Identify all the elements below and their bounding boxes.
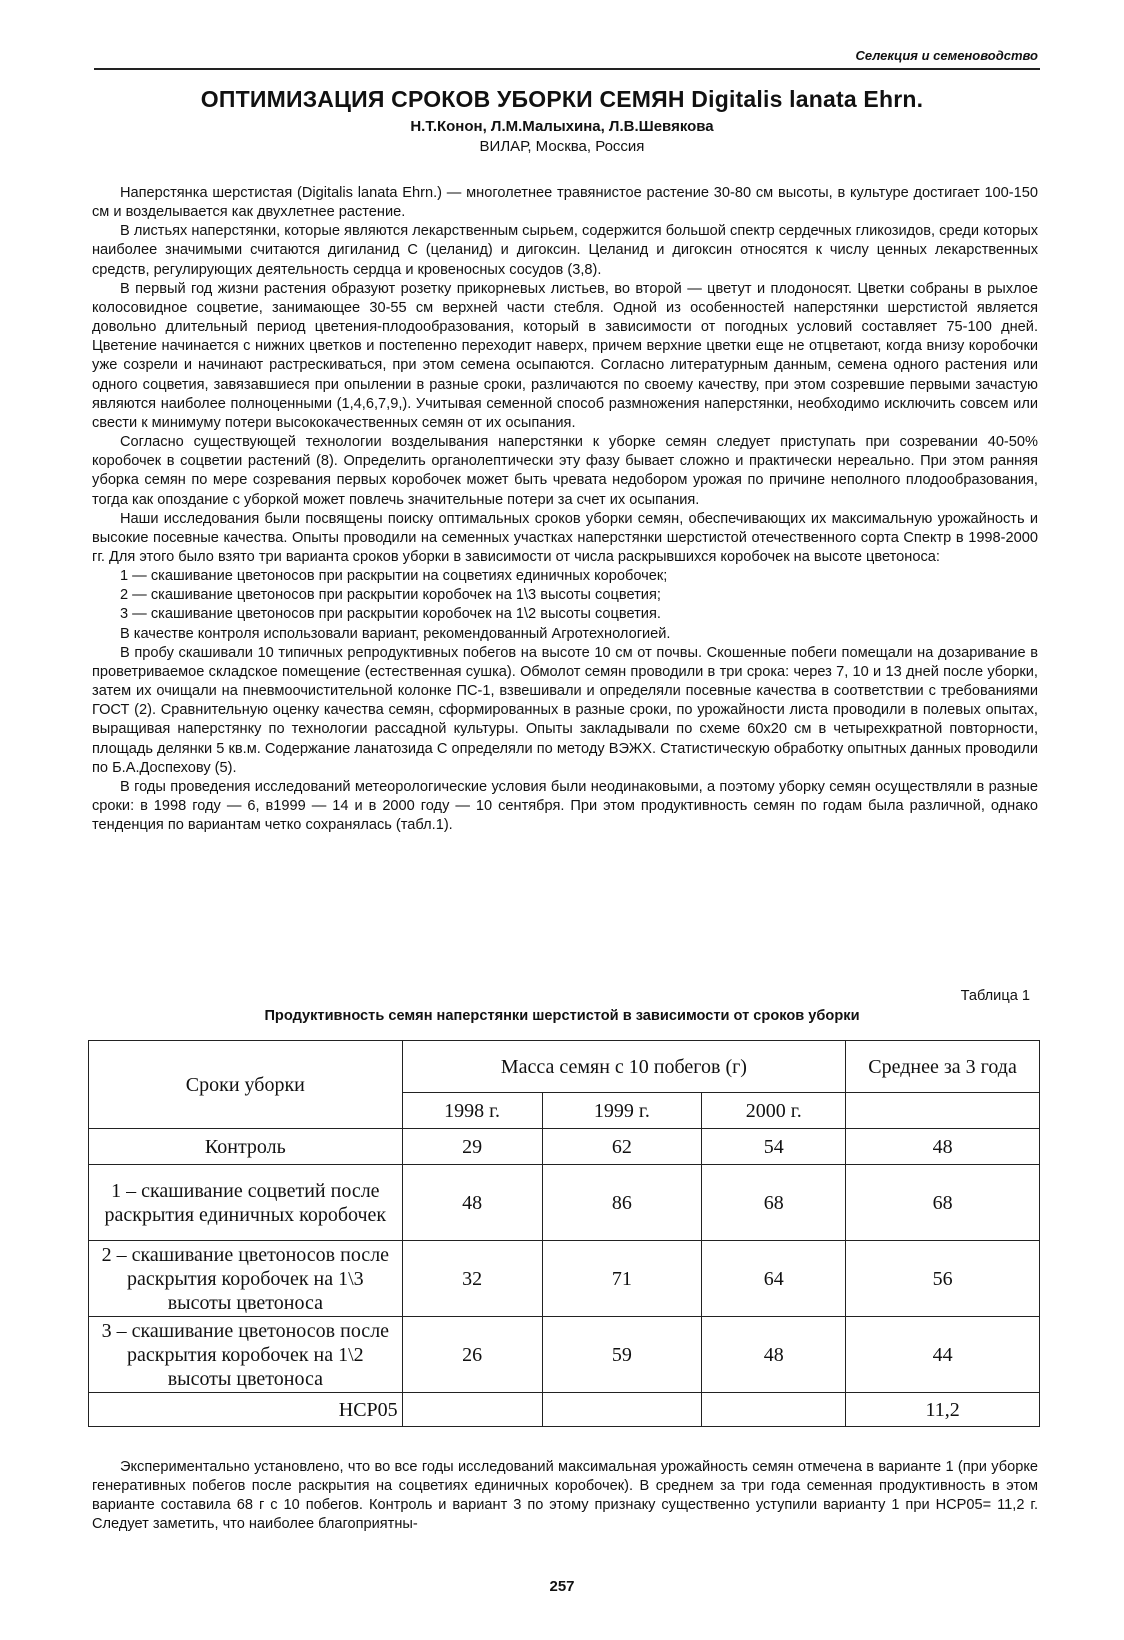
variant-item: 3 — скашивание цветоносов при раскрытии коробочек на 1\2 высоты соцветия. xyxy=(120,606,661,623)
paragraph: В листьях наперстянки, которые являются лекарственным сырьем, содержится большой спектр сердечных гликозидов, среди которых наиболее значимыми считаются дигиланид С (целанид) и дигоксин. Целанид и дигоксин относятся к числу ценных лекарственных средств, регулирующих деятельность сердца и кровеносных сосудов (3,8). xyxy=(92,223,1038,278)
cell-value: 29 xyxy=(402,1129,542,1165)
cell-value: 56 xyxy=(846,1241,1040,1317)
page-number: 257 xyxy=(549,1578,575,1595)
table-header-mass: Масса семян с 10 побегов (г) xyxy=(402,1041,846,1093)
table-row xyxy=(89,1165,1040,1241)
cell-value: 86 xyxy=(542,1165,702,1241)
cell-value: 32 xyxy=(402,1241,542,1317)
table-header-year: 1998 г. xyxy=(402,1093,542,1129)
post-table-text xyxy=(92,1458,1038,1535)
paragraph: В первый год жизни растения образуют розетку прикорневых листьев, во второй — цветут и плодоносят. Цветки собраны в рыхлое колосовидное соцветие, занимающее 30-55 см верхней части стебля. Одной из особенностей наперстянки шерстистой является довольно длительный период цветения-плодообразования, который в зависимости от погодных условий составляет 75-100 дней. Цветение начинается с нижних цветков и постепенно переходит наверх, причем верхние цветки еще не отцветают, когда внизу коробочки уже созрели и начинают растрескиваться, при этом семена осыпаются. Согласно литературным данным, семена одного растения или одного соцветия, завязавшиеся при опылении в разные сроки, различаются по своему качеству, при этом созревшие первыми зачастую являются наиболее полноценными (1,4,6,7,9,). Учитывая семенной способ размножения наперстянки, необходимо исключить совсем или свести к минимуму потери высококачественных семян от их осыпания. xyxy=(92,280,1038,431)
hcp-value: 11,2 xyxy=(846,1393,1040,1427)
paragraph: В годы проведения исследований метеорологические условия были неодинаковыми, а поэтому уборку семян осуществляли в разные сроки: в 1998 году — 6, в1999 — 14 и в 2000 году — 10 сентября. При этом продуктивность семян по годам была различной, однако тенденция по вариантам четко сохранялась (табл.1). xyxy=(92,778,1038,834)
cell-value: 48 xyxy=(702,1317,846,1393)
paragraph: Согласно существующей технологии возделывания наперстянки к уборке семян следует приступать при созревании 40-50% коробочек в соцветии растений (8). Определить органолептически эту фазу бывает сложно и практически нереально. При этом ранняя уборка семян по мере созревания первых коробочек может быть чревата недобором урожая по причине неполного плодообразования, тогда как опоздание с уборкой может повлечь значительные потери за счет их осыпания. xyxy=(92,434,1038,508)
variant-item: В качестве контроля использовали вариант, рекомендованный Агротехнологией. xyxy=(120,625,671,642)
table-header-terms: Сроки уборки xyxy=(89,1041,403,1129)
paragraph: Экспериментально установлено, что во все годы исследований максимальная урожайность семян отмечена в варианте 1 (при уборке генеративных побегов после раскрытия на соцветиях единичных коробочек). В среднем за три года семенная продуктивность в этом варианте составила 68 г с 10 побегов. Контроль и вариант 3 по этому признаку существенно уступили варианту 1 при НСР05= 11,2 г. Следует заметить, что наиболее благоприятны- xyxy=(92,1459,1038,1533)
table-row-hcp xyxy=(89,1393,1040,1427)
variant-item: 2 — скашивание цветоносов при раскрытии коробочек на 1\3 высоты соцветия; xyxy=(120,587,661,604)
table-header-year: 2000 г. xyxy=(702,1093,846,1129)
cell-empty xyxy=(402,1393,542,1427)
cell-value: 48 xyxy=(846,1129,1040,1165)
row-label: 1 – скашивание соцветий после раскрытия единичных коробочек xyxy=(89,1165,403,1241)
cell-value: 68 xyxy=(702,1165,846,1241)
table-row xyxy=(89,1129,1040,1165)
table-header-year: 1999 г. xyxy=(542,1093,702,1129)
paragraph: Наперстянка шерстистая (Digitalis lanata Ehrn.) — многолетнее травянистое растение 30-80 см высоты, в культуре достигает 100-150 см и возделывается как двухлетнее растение. xyxy=(92,185,1038,221)
table-row xyxy=(89,1241,1040,1317)
cell-value: 54 xyxy=(702,1129,846,1165)
cell-value: 48 xyxy=(402,1165,542,1241)
cell-value: 71 xyxy=(542,1241,702,1317)
table-header-average: Среднее за 3 года xyxy=(846,1041,1040,1093)
data-table xyxy=(88,1040,1040,1427)
table-header-empty xyxy=(846,1093,1040,1129)
cell-empty xyxy=(702,1393,846,1427)
article-authors: Н.Т.Конон, Л.М.Малыхина, Л.В.Шевякова xyxy=(410,118,714,135)
hcp-label: НСР05 xyxy=(89,1393,403,1427)
paragraph: В пробу скашивали 10 типичных репродуктивных побегов на высоте 10 см от почвы. Скошенные побеги помещали на дозаривание в проветриваемое складское помещение (естественная сушка). Обмолот семян проводили в три срока: через 7, 10 и 13 дней после уборки, затем их очищали на пневмоочистительной колонке ПС-1, взвешивали и определяли посевные качества в соответствии с требованиями ГОСТ (2). Сравнительную оценку качества семян, сформированных в разные сроки, по урожайности листа проводили в полевых опытах, выращивая наперстянку по технологии рассадной культуры. Опыты закладывали по схеме 60х20 см в четырехкратной повторности, площадь делянки 5 кв.м. Содержание ланатозида С определяли по методу ВЭЖХ. Статистическую обработку опытных данных проводили по Б.А.Доспехову (5). xyxy=(92,644,1038,776)
running-head: Селекция и семеноводство xyxy=(855,48,1038,63)
row-label: Контроль xyxy=(89,1129,403,1165)
cell-value: 59 xyxy=(542,1317,702,1393)
variant-item: 1 — скашивание цветоносов при раскрытии на соцветиях единичных коробочек; xyxy=(120,568,668,585)
header-rule xyxy=(94,68,1040,70)
cell-value: 64 xyxy=(702,1241,846,1317)
row-label: 2 – скашивание цветоносов после раскрытия коробочек на 1\3 высоты цветоноса xyxy=(89,1241,403,1317)
table-title: Продуктивность семян наперстянки шерстистой в зависимости от сроков уборки xyxy=(264,1008,860,1024)
article-body xyxy=(92,184,1038,835)
article-title: ОПТИМИЗАЦИЯ СРОКОВ УБОРКИ СЕМЯН Digitalis lanata Ehrn. xyxy=(200,86,924,112)
cell-value: 62 xyxy=(542,1129,702,1165)
table-row xyxy=(89,1317,1040,1393)
cell-value: 68 xyxy=(846,1165,1040,1241)
cell-value: 26 xyxy=(402,1317,542,1393)
row-label: 3 – скашивание цветоносов после раскрытия коробочек на 1\2 высоты цветоноса xyxy=(89,1317,403,1393)
cell-empty xyxy=(542,1393,702,1427)
table-number: Таблица 1 xyxy=(960,988,1030,1004)
paragraph: Наши исследования были посвящены поиску оптимальных сроков уборки семян, обеспечивающих их максимальную урожайность и высокие посевные качества. Опыты проводили на семенных участках наперстянки шерстистой отечественного сорта Спектр в 1998-2000 гг. Для этого было взято три варианта сроков уборки в зависимости от числа раскрывшихся коробочек на высоте цветоноса: xyxy=(92,510,1038,565)
cell-value: 44 xyxy=(846,1317,1040,1393)
article-affiliation: ВИЛАР, Москва, Россия xyxy=(479,138,645,155)
